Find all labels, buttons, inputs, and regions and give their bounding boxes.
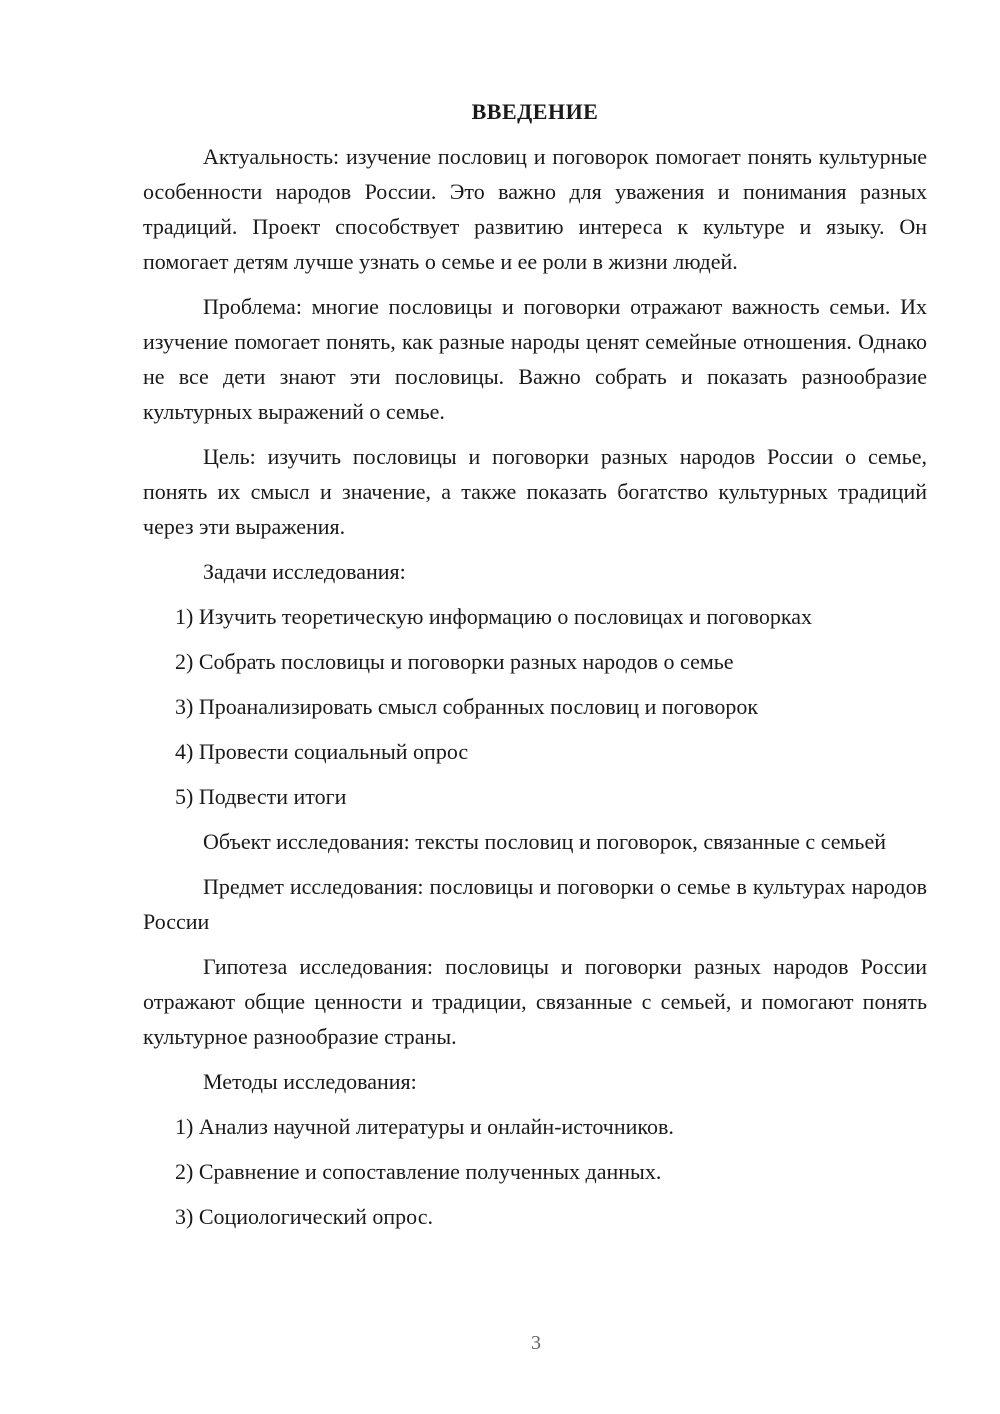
methods-list (143, 1109, 927, 1234)
object-paragraph: Объект исследования: тексты пословиц и поговорок, связанные с семьей (203, 829, 886, 854)
list-item: 2) Собрать пословицы и поговорки разных народов о семье (175, 649, 734, 674)
page-number: 3 (531, 1332, 541, 1354)
methods-heading: Методы исследования: (203, 1069, 417, 1094)
goal-paragraph: Цель: изучить пословицы и поговорки разных народов России о семье, понять их смысл и значение, а также показать богатство культурных традиций через эти выражения. (143, 444, 927, 539)
list-item: 3) Проанализировать смысл собранных пословиц и поговорок (175, 694, 759, 719)
list-item: 1) Изучить теоретическую информацию о пословицах и поговорках (175, 604, 813, 629)
list-item: 5) Подвести итоги (175, 784, 347, 809)
hypothesis-paragraph: Гипотеза исследования: пословицы и поговорки разных народов России отражают общие ценности и традиции, связанные с семьей, и помогают понять культурное разнообразие страны. (143, 954, 927, 1049)
page-content (143, 94, 927, 1244)
tasks-heading: Задачи исследования: (203, 559, 406, 584)
tasks-list (143, 599, 927, 814)
list-item: 3) Социологический опрос. (175, 1204, 433, 1229)
subject-paragraph: Предмет исследования: пословицы и поговорки о семье в культурах народов России (143, 874, 927, 934)
section-title: ВВЕДЕНИЕ (471, 99, 599, 124)
list-item: 2) Сравнение и сопоставление полученных данных. (175, 1159, 662, 1184)
list-item: 1) Анализ научной литературы и онлайн-источников. (175, 1114, 674, 1139)
problem-paragraph: Проблема: многие пословицы и поговорки отражают важность семьи. Их изучение помогает понять, как разные народы ценят семейные отношения. Однако не все дети знают эти пословицы. Важно собрать и показать разнообразие культурных выражений о семье. (143, 294, 927, 424)
relevance-paragraph: Актуальность: изучение пословиц и поговорок помогает понять культурные особенности народов России. Это важно для уважения и понимания разных традиций. Проект способствует развитию интереса к культуре и языку. Он помогает детям лучше узнать о семье и ее роли в жизни людей. (143, 144, 927, 274)
list-item: 4) Провести социальный опрос (175, 739, 469, 764)
